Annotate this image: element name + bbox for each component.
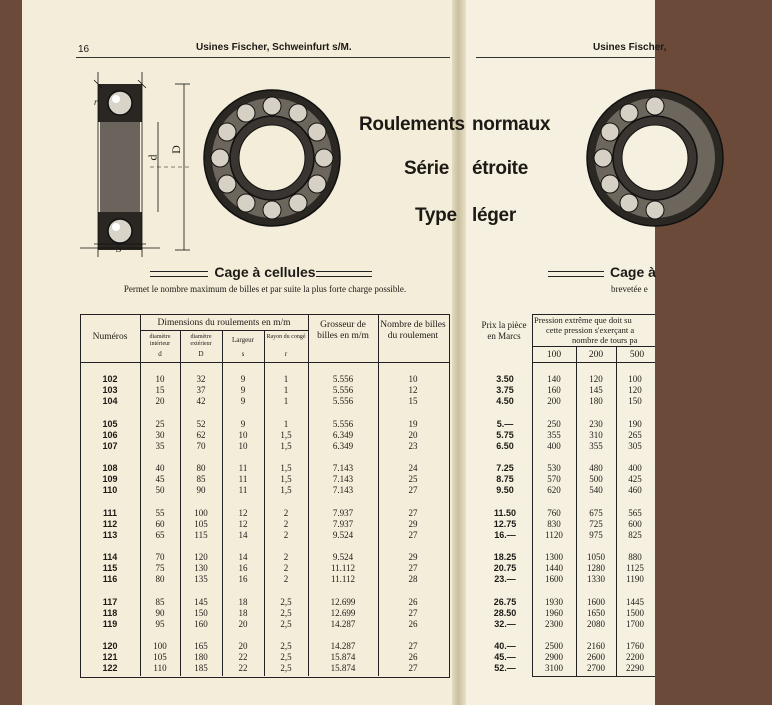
cell-numeros: 114 115 116 xyxy=(102,552,118,584)
col-pression-2: cette pression s'exerçant a xyxy=(546,325,635,335)
cell-v100: 760 830 1120 xyxy=(545,507,563,540)
cell-grosseur: 7.143 7.143 7.143 xyxy=(332,463,354,495)
cell-s: 9 10 10 xyxy=(238,418,248,451)
cell-numeros: 111 112 113 xyxy=(102,507,118,540)
cell-v200: 120 145 180 xyxy=(589,374,603,406)
cell-numeros: 102 103 104 xyxy=(102,374,118,406)
cell-grosseur: 14.287 15.874 15.874 xyxy=(330,641,356,673)
cell-v100: 2500 2900 3100 xyxy=(545,641,563,673)
cell-numeros: 108 109 110 xyxy=(102,463,118,495)
cell-r: 2 2 2 xyxy=(283,507,289,540)
cell-prix: 26.75 28.50 32.— xyxy=(493,596,517,629)
right-table-bottom-rule xyxy=(532,676,655,677)
cell-v500: 880 1125 1190 xyxy=(626,552,644,584)
sub-d-label: diamètre intérieur xyxy=(149,334,171,347)
cell-v500: 565 600 825 xyxy=(628,507,642,540)
cell-D: 100 105 115 xyxy=(194,507,208,540)
cell-nombre: 27 29 27 xyxy=(408,507,418,540)
col-pression-3: nombre de tours pa xyxy=(572,335,638,345)
col-dimensions: Dimensions du roulements en m/m xyxy=(157,318,291,328)
cell-v500: 100 120 150 xyxy=(628,374,642,406)
col-grosseur: Grosseur de billes en m/m xyxy=(317,320,369,341)
cell-s: 14 16 16 xyxy=(238,552,248,584)
cell-r: 1,5 1,5 1,5 xyxy=(280,463,292,495)
cell-grosseur: 5.556 5.556 5.556 xyxy=(332,374,354,406)
col-numeros: Numéros xyxy=(92,332,128,342)
cell-s: 11 11 11 xyxy=(238,463,248,495)
cell-D: 80 85 90 xyxy=(196,463,206,495)
cell-v200: 230 310 355 xyxy=(589,418,603,451)
title-etroite: étroite xyxy=(472,158,528,179)
bearing-front-view xyxy=(200,86,345,231)
cage-title-rule-right xyxy=(316,271,372,277)
cell-prix: 5.— 5.75 6.50 xyxy=(496,418,514,451)
cell-s: 18 18 20 xyxy=(238,596,248,629)
cell-v500: 190 265 305 xyxy=(628,418,642,451)
running-head-right: Usines Fischer, xyxy=(593,42,667,53)
cell-prix: 40.— 45.— 52.— xyxy=(494,641,516,673)
bearing-cross-section-diagram xyxy=(80,72,200,257)
dim-label-d: d xyxy=(145,154,160,161)
cage-title-right: Cage à xyxy=(610,264,656,280)
cell-nombre: 27 26 27 xyxy=(408,641,418,673)
cell-v200: 675 725 975 xyxy=(589,507,603,540)
cell-nombre: 24 25 27 xyxy=(408,463,418,495)
cell-v100: 140 160 200 xyxy=(547,374,561,406)
sub-D-label: diamètre extérieur xyxy=(190,334,212,347)
page-number: 16 xyxy=(78,44,90,55)
sub-d-sym: d xyxy=(158,350,162,358)
cell-v200: 1600 1650 2080 xyxy=(587,596,605,629)
right-table-header-rule xyxy=(532,362,655,363)
cell-grosseur: 7.937 7.937 9.524 xyxy=(332,507,354,540)
sub-r-sym: r xyxy=(284,350,288,358)
col-prix: Prix la pièce en Marcs xyxy=(481,320,527,341)
book-spine xyxy=(452,0,466,705)
title-serie: Série xyxy=(404,158,449,179)
speed-500: 500 xyxy=(629,350,645,360)
cell-v500: 1760 2200 2290 xyxy=(626,641,644,673)
cell-d: 25 30 35 xyxy=(155,418,165,451)
cell-numeros: 117 118 119 xyxy=(102,596,118,629)
cell-grosseur: 5.556 6.349 6.349 xyxy=(332,418,354,451)
cage-description: Permet le nombre maximum de billes et par suite la plus forte charge possible. xyxy=(123,284,407,294)
cell-r: 1 1 1 xyxy=(283,374,289,406)
cell-v100: 1930 1960 2300 xyxy=(545,596,563,629)
cell-D: 145 150 160 xyxy=(194,596,208,629)
dim-label-D: D xyxy=(168,145,183,154)
cell-nombre: 29 27 28 xyxy=(408,552,418,584)
cell-D: 165 180 185 xyxy=(194,641,208,673)
cell-d: 40 45 50 xyxy=(155,463,165,495)
cell-v100: 250 355 400 xyxy=(547,418,561,451)
sub-D-sym: D xyxy=(198,350,204,358)
col-pression-1: Pression extrême que doit su xyxy=(534,315,632,325)
cell-v500: 400 425 460 xyxy=(628,463,642,495)
cage-title: Cage à cellules xyxy=(214,264,316,280)
cell-v200: 480 500 540 xyxy=(589,463,603,495)
title-type: Type xyxy=(415,205,457,226)
cell-s: 20 22 22 xyxy=(238,641,248,673)
cell-grosseur: 12.699 12.699 14.287 xyxy=(330,596,356,629)
cell-d: 85 90 95 xyxy=(155,596,165,629)
speed-100: 100 xyxy=(546,350,562,360)
dim-label-s: S xyxy=(116,243,122,255)
cell-r: 2,5 2,5 2,5 xyxy=(280,641,292,673)
title-normaux: normaux xyxy=(472,114,551,135)
cell-D: 52 62 70 xyxy=(196,418,206,451)
cell-prix: 18.25 20.75 23.— xyxy=(493,552,517,584)
cell-nombre: 26 27 26 xyxy=(408,596,418,629)
cell-grosseur: 9.524 11.112 11.112 xyxy=(330,552,356,584)
sub-s-label: Largeur xyxy=(231,336,255,344)
cell-prix: 3.50 3.75 4.50 xyxy=(496,374,514,406)
cell-r: 2 2 2 xyxy=(283,552,289,584)
sub-r-label: Rayon du congé xyxy=(266,334,306,340)
cell-D: 32 37 42 xyxy=(196,374,206,406)
cell-v100: 1300 1440 1600 xyxy=(545,552,563,584)
cell-v500: 1445 1500 1700 xyxy=(626,596,644,629)
speed-200: 200 xyxy=(588,350,604,360)
title-leger: léger xyxy=(472,205,516,226)
cage-description-right: brevetée e xyxy=(611,284,648,294)
cell-d: 100 105 110 xyxy=(153,641,167,673)
header-rule xyxy=(76,57,450,58)
cage-title-rule-r xyxy=(548,271,604,277)
col-nombre: Nombre de billes du roulement xyxy=(380,320,446,341)
cell-prix: 7.25 8.75 9.50 xyxy=(496,463,514,495)
cell-v200: 2160 2600 2700 xyxy=(587,641,605,673)
cell-d: 10 15 20 xyxy=(155,374,165,406)
cell-s: 12 12 14 xyxy=(238,507,248,540)
cell-nombre: 19 20 23 xyxy=(408,418,418,451)
cell-v200: 1050 1280 1330 xyxy=(587,552,605,584)
cell-d: 70 75 80 xyxy=(155,552,165,584)
cell-nombre: 10 12 15 xyxy=(408,374,418,406)
cell-D: 120 130 135 xyxy=(194,552,208,584)
bearing-front-view-right xyxy=(583,86,655,231)
cell-numeros: 120 121 122 xyxy=(102,641,118,673)
sub-s-sym: s xyxy=(241,350,245,358)
cell-d: 55 60 65 xyxy=(155,507,165,540)
running-head: Usines Fischer, Schweinfurt s/M. xyxy=(196,42,352,53)
header-rule-right xyxy=(476,57,655,58)
cell-r: 1 1,5 1,5 xyxy=(280,418,292,451)
cell-numeros: 105 106 107 xyxy=(102,418,118,451)
title-roulements: Roulements xyxy=(359,114,465,135)
cell-prix: 11.50 12.75 16.— xyxy=(493,507,517,540)
cell-s: 9 9 9 xyxy=(240,374,246,406)
cell-v100: 530 570 620 xyxy=(547,463,561,495)
dim-label-r: r xyxy=(94,97,98,107)
cell-r: 2,5 2,5 2,5 xyxy=(280,596,292,629)
